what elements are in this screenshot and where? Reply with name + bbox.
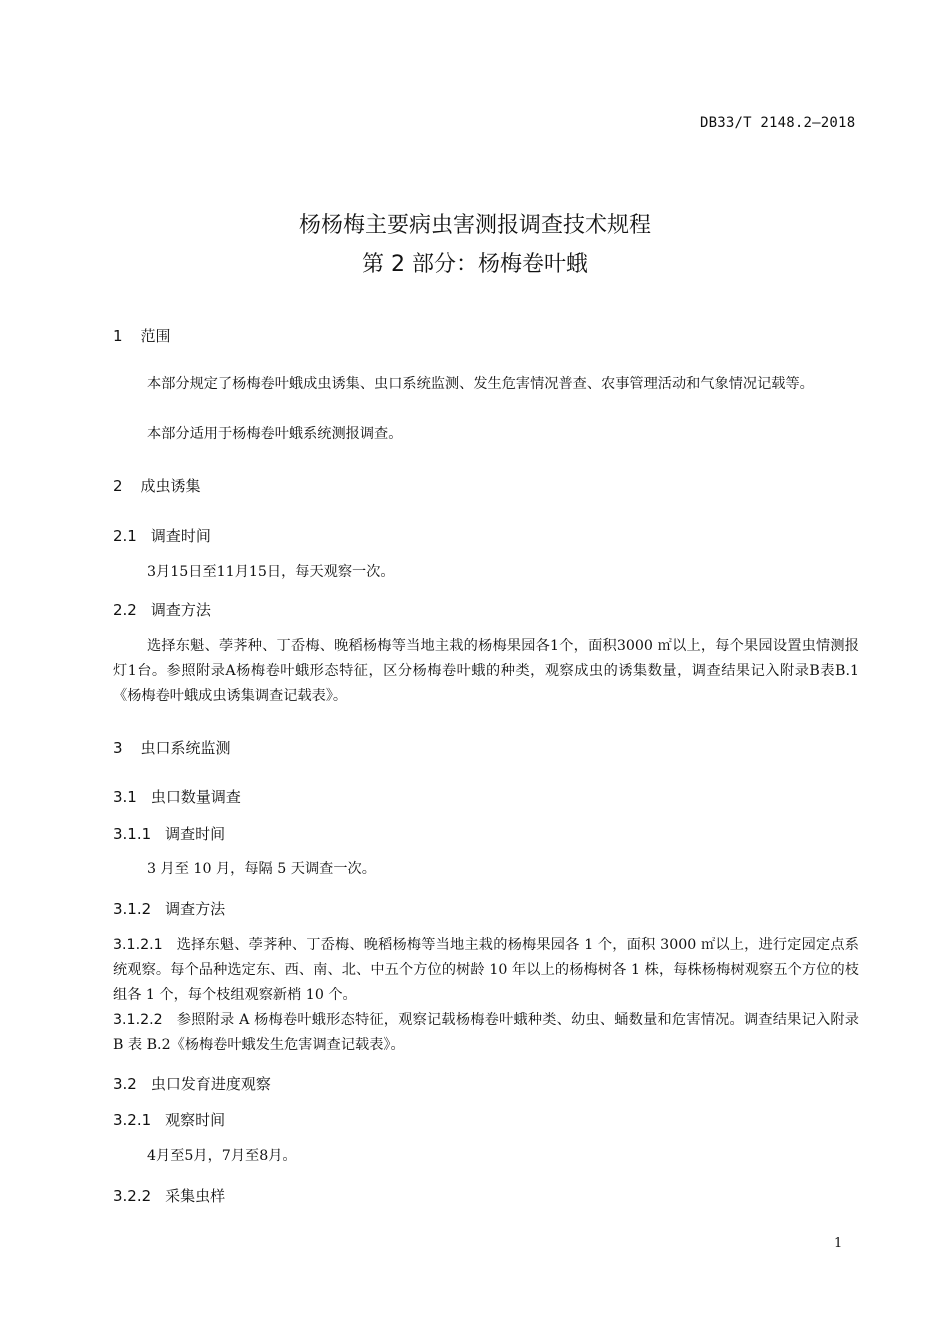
section-title: 采集虫样: [165, 1187, 226, 1205]
section-title: 成虫诱集: [140, 477, 201, 495]
subsection-3-1-heading: [113, 786, 241, 807]
section-1-heading: [113, 325, 171, 346]
section-number: 2.1: [113, 527, 137, 545]
survey-time-text: 3月15日至11月15日，每天观察一次。: [147, 564, 395, 580]
section-number: 3.1: [113, 788, 137, 806]
section-title: 虫口发育进度观察: [150, 1075, 271, 1093]
section-title: 调查时间: [165, 825, 226, 843]
observe-time-text: 4月至5月，7月至8月。: [147, 1148, 297, 1164]
section-number: 3.1.2: [113, 900, 152, 918]
subsection-3-2-heading: [113, 1073, 271, 1094]
survey-method-text: 选择东魁、荸荠种、丁岙梅、晚稻杨梅等当地主栽的杨梅果园各1个，面积3000 ㎡以上，每个果园设置虫情测报灯1台。参照附录A杨梅卷叶蛾形态特征，区分杨梅卷叶蛾的种类，观察成虫的诱集数量，调查结果记入附录B表B.1《杨梅卷叶蛾成虫诱集调查记载表》。: [113, 638, 859, 704]
section-number: 1: [113, 327, 123, 345]
page-number: 1: [834, 1236, 843, 1251]
section-number: 3.1.1: [113, 825, 152, 843]
section-title: 虫口数量调查: [150, 788, 241, 806]
section-title: 范围: [140, 327, 171, 345]
section-3-heading: [113, 737, 231, 758]
clause-number: 3.1.2.2: [113, 1012, 163, 1028]
section-title: 观察时间: [165, 1111, 226, 1129]
section-title: 调查方法: [150, 601, 211, 619]
count-survey-time-text: 3 月至 10 月，每隔 5 天调查一次。: [147, 861, 376, 877]
scope-paragraph-1: 本部分规定了杨梅卷叶蛾成虫诱集、虫口系统监测、发生危害情况普查、农事管理活动和气象情况记载等。: [147, 376, 814, 392]
clause-text: 参照附录 A 杨梅卷叶蛾形态特征，观察记载杨梅卷叶蛾种类、幼虫、蛹数量和危害情况。调查结果记入附录 B 表 B.2《杨梅卷叶蛾发生危害调查记载表》。: [113, 1012, 859, 1053]
section-2-heading: [113, 475, 201, 496]
section-number: 3.2.1: [113, 1111, 152, 1129]
subsection-3-1-1-heading: [113, 823, 225, 844]
clause-3-1-2-1: [113, 933, 859, 1008]
section-number: 2.2: [113, 601, 137, 619]
section-number: 2: [113, 477, 123, 495]
section-title: 虫口系统监测: [140, 739, 231, 757]
document-title: 杨杨梅主要病虫害测报调查技术规程: [298, 213, 651, 238]
subsection-2-1-heading: [113, 525, 211, 546]
document-subtitle: 第 2 部分：杨梅卷叶蛾: [362, 252, 588, 277]
section-title: 调查方法: [165, 900, 226, 918]
subsection-2-2-heading: [113, 599, 211, 620]
clause-3-1-2-2: [113, 1008, 859, 1058]
clause-number: 3.1.2.1: [113, 937, 163, 953]
section-number: 3: [113, 739, 123, 757]
subsection-3-2-1-heading: [113, 1109, 225, 1130]
section-number: 3.2: [113, 1075, 137, 1093]
scope-paragraph-2: 本部分适用于杨梅卷叶蛾系统测报调查。: [147, 426, 403, 442]
subsection-3-2-2-heading: [113, 1185, 225, 1206]
section-title: 调查时间: [150, 527, 211, 545]
standard-code: DB33/T 2148.2—2018: [700, 115, 856, 131]
subsection-3-1-2-heading: [113, 898, 225, 919]
section-number: 3.2.2: [113, 1187, 152, 1205]
clause-text: 选择东魁、荸荠种、丁岙梅、晚稻杨梅等当地主栽的杨梅果园各 1 个，面积 3000 ㎡以上，进行定园定点系统观察。每个品种选定东、西、南、北、中五个方位的树龄 10 年以上的杨梅树各 1 株，每株杨梅树观察五个方位的枝组各 1 个，每个枝组观察新梢 10 个。: [113, 937, 859, 1003]
